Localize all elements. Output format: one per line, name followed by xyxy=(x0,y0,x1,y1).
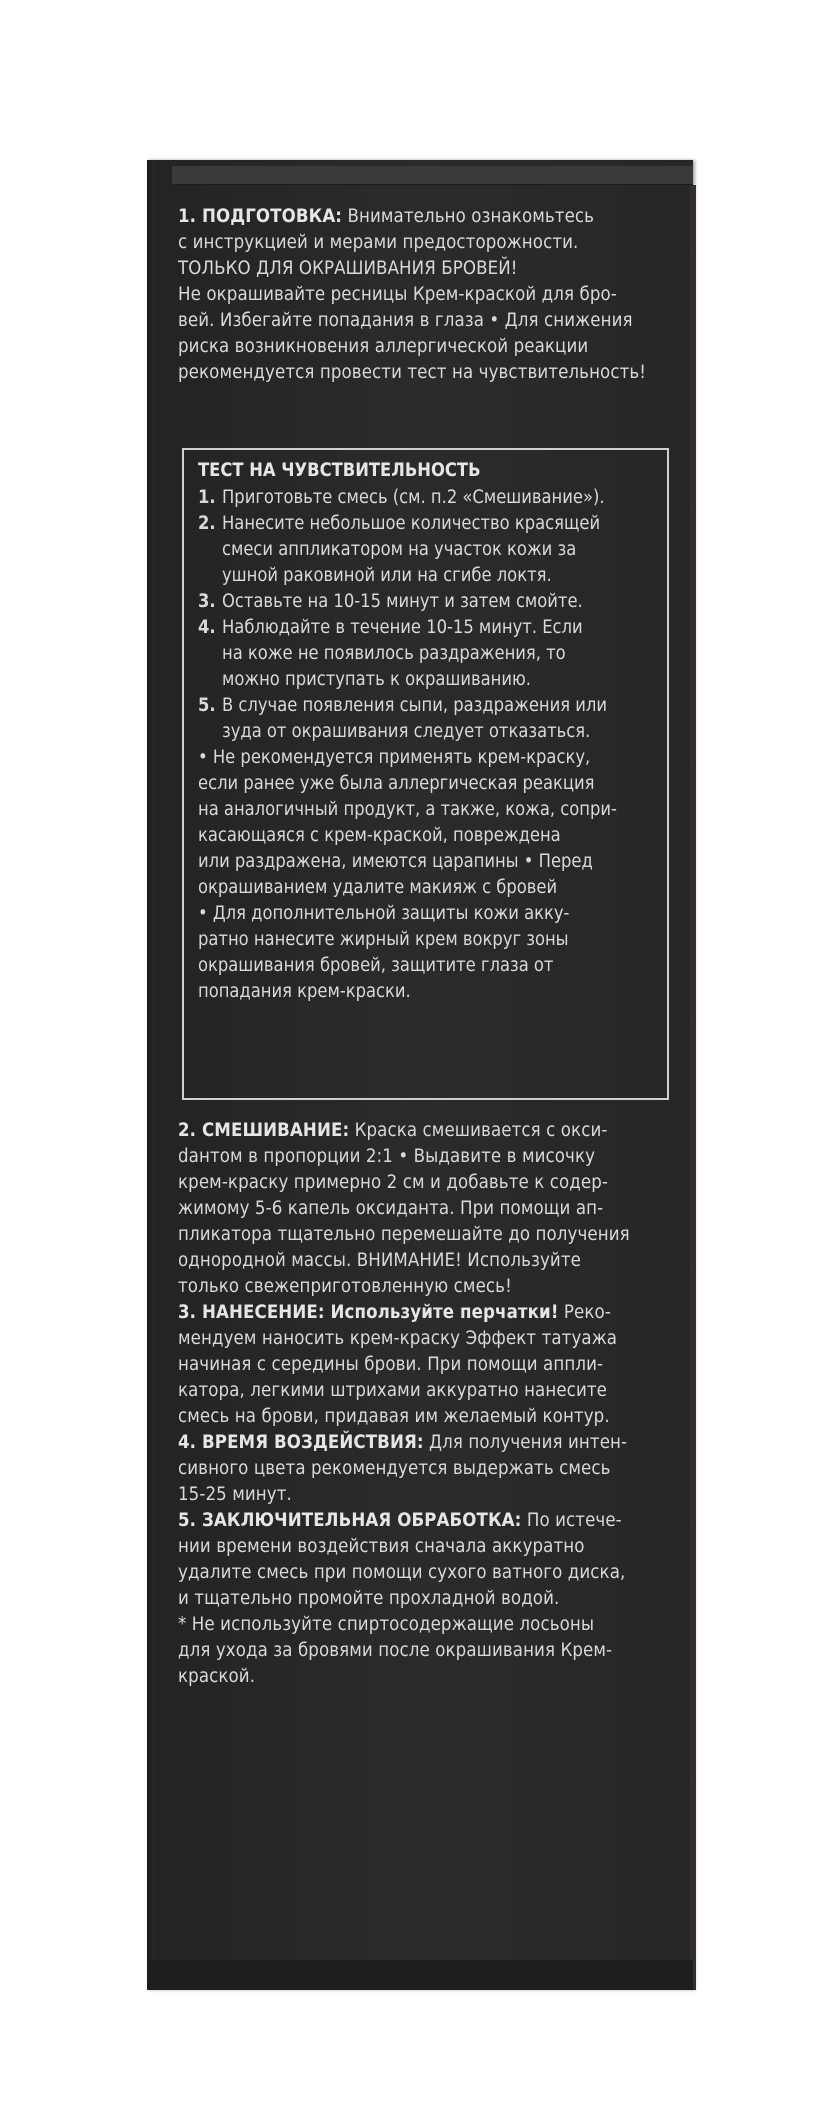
test-step-number: 5. xyxy=(198,695,216,716)
application-paragraph xyxy=(178,1300,674,1430)
test-step-text: Нанесите небольшое количество красящей смеси аппликатором на участок кожи за ушной раковиной или на сгибе локтя. xyxy=(222,513,601,586)
sensitivity-test-title: ТЕСТ НА ЧУВСТВИТЕЛЬНОСТЬ xyxy=(198,460,481,481)
application-heading: 3. НАНЕСЕНИЕ: xyxy=(178,1302,325,1323)
preparation-heading: 1. ПОДГОТОВКА: xyxy=(178,206,343,227)
final-heading: 5. ЗАКЛЮЧИТЕЛЬНАЯ ОБРАБОТКА: xyxy=(178,1510,522,1531)
final-text: По истече- нии времени воздействия сначала аккуратно удалите смесь при помощи сухого ватного диска, и тщательно промойте прохладной водой. xyxy=(178,1510,626,1609)
test-step-number: 3. xyxy=(198,591,216,612)
exposure-text: Для получения интен- сивного цвета рекомендуется выдержать смесь 15-25 минут. xyxy=(178,1432,628,1505)
test-step-text: Приготовьте смесь (см. п.2 «Смешивание»). xyxy=(222,487,605,508)
box-top-flap xyxy=(172,166,693,185)
sensitivity-test xyxy=(198,458,668,1005)
exposure-paragraph xyxy=(178,1430,674,1508)
test-step-number: 4. xyxy=(198,617,216,638)
mixing-heading: 2. СМЕШИВАНИЕ: xyxy=(178,1120,350,1141)
mixing-text: Краска смешивается с окси- dантом в пропорции 2:1 • Выдавите в мисочку крем-краску примерно 2 см и добавьте к содер- жимому 5-6 капель оксиданта. При помощи ап- пликатора тщательно перемешайте до получения однородной массы. ВНИМАНИЕ! Используйте только свежеприготовленную смесь! xyxy=(178,1120,630,1297)
box-right-edge xyxy=(690,185,696,1990)
test-step xyxy=(198,615,668,693)
test-step-number: 2. xyxy=(198,513,216,534)
test-step-text: В случае появления сыпи, раздражения или зуда от окрашивания следует отказаться. xyxy=(222,695,608,742)
test-step xyxy=(198,511,668,589)
test-step-text: Наблюдайте в течение 10-15 минут. Если на коже не появилось раздражения, то можно приступать к окрашиванию. xyxy=(222,617,583,690)
test-step xyxy=(198,485,668,511)
test-warning-note: • Не рекомендуется применять крем-краску, если ранее уже была аллергическая реакция на аналогичный продукт, а также, кожа, сопри- касающаяся с крем-краской, повреждена или раздражена, имеются царапины • Перед окрашиванием удалите макияж с бровей • Для дополнительной защиты кожи акку- ратно нанесите жирный крем вокруг зоны окрашивания бровей, защитите глаза от попадания крем-краски. xyxy=(198,747,617,1002)
application-text: Реко- мендуем наносить крем-краску Эффект татуажа начиная с середины брови. При помощи аппли- катора, легкими штрихами аккуратно нанесите смесь на брови, придавая им желаемый контур. xyxy=(178,1302,618,1427)
box-left-edge xyxy=(147,160,155,1990)
exposure-heading: 4. ВРЕМЯ ВОЗДЕЙСТВИЯ: xyxy=(178,1432,424,1453)
test-step xyxy=(198,693,668,745)
preparation-paragraph xyxy=(178,204,674,386)
instructions-section xyxy=(178,1118,674,1690)
mixing-paragraph xyxy=(178,1118,674,1300)
test-step-text: Оставьте на 10-15 минут и затем смойте. xyxy=(222,591,583,612)
final-paragraph xyxy=(178,1508,674,1612)
gloves-warning: Используйте перчатки! xyxy=(324,1302,559,1323)
footnote: * Не используйте спиртосодержащие лосьоны для ухода за бровями после окрашивания Крем- краской. xyxy=(178,1614,613,1687)
box-bottom-strip xyxy=(147,1960,693,1990)
test-step xyxy=(198,589,668,615)
test-step-number: 1. xyxy=(198,487,216,508)
preparation-section xyxy=(178,204,674,386)
preparation-text: Внимательно ознакомьтесь с инструкцией и мерами предосторожности. ТОЛЬКО ДЛЯ ОКРАШИВАНИЯ БРОВЕЙ! Не окрашивайте ресницы Крем-краской для бро- вей. Избегайте попадания в глаза • Для снижения риска возникновения аллергической реакции рекомендуется провести тест на чувствительность! xyxy=(178,206,647,383)
